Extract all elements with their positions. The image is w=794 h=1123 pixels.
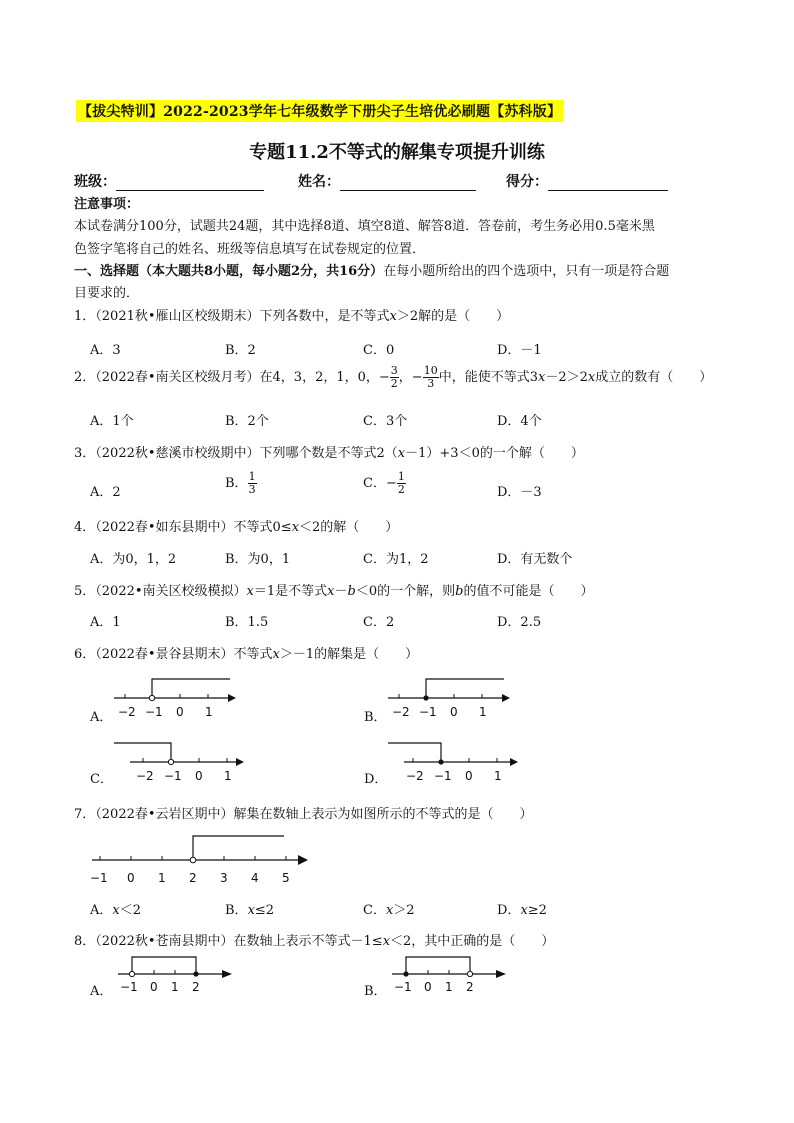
q7-option-c[interactable]: C．x＞2 [363,903,415,918]
q6-option-b[interactable]: B． [364,710,387,725]
question-5-stem: 5．（2022•南关区校级模拟）x＝1是不等式x－b＜0的一个解，则b的值不可能是（ ） [74,584,594,599]
q6-option-a[interactable]: A． [90,710,113,725]
q5-option-a[interactable]: A．1 [90,615,121,630]
svg-text:−1: −1 [164,769,182,783]
q2-option-b[interactable]: B．2个 [225,414,269,429]
q6-numberline-b [384,672,514,722]
svg-text:1: 1 [224,769,232,783]
notes-line-2: 色签字笔将自己的姓名、班级等信息填写在试卷规定的位置． [74,242,426,257]
q2-option-c[interactable]: C．3个 [363,414,408,429]
section-heading [74,260,669,279]
score-field [506,171,668,191]
svg-text:−2: −2 [392,705,410,719]
q8-option-a[interactable]: A． [90,984,113,999]
question-8-stem: 8．（2022秋•苍南县期中）在数轴上表示不等式－1≤x＜2，其中正确的是（ ） [74,934,555,949]
class-blank[interactable] [116,176,264,191]
header-banner: 【拔尖特训】2022-2023学年七年级数学下册尖子生培优必刷题【苏科版】 [76,100,563,122]
q5-option-d[interactable]: D．2.5 [497,615,542,630]
name-blank[interactable] [340,176,476,191]
q6-option-d[interactable]: D． [364,772,388,787]
q3-option-b[interactable]: B． $\frac{1}{3}$ [225,470,256,496]
q2-option-a[interactable]: A．1个 [90,414,134,429]
svg-text:1: 1 [205,705,213,719]
svg-text:1: 1 [494,769,502,783]
notes-heading: 注意事项： [74,197,140,212]
question-6-stem: 6．（2022春•景谷县期末）不等式x＞－1的解集是（ ） [74,647,419,662]
svg-text:2: 2 [189,871,197,885]
class-field [74,171,264,191]
q6-numberline-d [384,736,524,786]
q5-option-c[interactable]: C．2 [363,615,395,630]
class-label: 班级： [74,174,116,190]
section-bold: 一、选择题（本大题共8小题，每小题2分，共16分） [74,264,384,279]
notes-line-1: 本试卷满分100分，试题共24题，其中选择8道、填空8道、解答8道．答卷前，考生务必用0.5毫米黑 [74,219,655,234]
q7-option-d[interactable]: D．x≥2 [497,903,547,918]
q8-option-b[interactable]: B． [364,984,387,999]
q6-option-c[interactable]: C． [90,772,113,787]
q1-option-b[interactable]: B．2 [225,343,256,358]
svg-text:2: 2 [466,980,474,994]
svg-text:4: 4 [251,871,259,885]
q1-option-a[interactable]: A．3 [90,343,121,358]
question-4-stem: 4．（2022春•如东县期中）不等式0≤x＜2的解（ ） [74,520,399,535]
section-rest: 在每小题所给出的四个选项中，只有一项是符合题 [383,264,670,279]
svg-text:0: 0 [176,705,184,719]
svg-text:−1: −1 [394,980,412,994]
q3-option-c[interactable]: C．− $\frac{1}{2}$ [363,470,405,496]
q1-option-c[interactable]: C．0 [363,343,395,358]
svg-text:0: 0 [150,980,158,994]
svg-text:2: 2 [192,980,200,994]
page-title: 专题11.2不等式的解集专项提升训练 [249,142,545,163]
svg-text:−1: −1 [120,980,138,994]
svg-text:−1: −1 [434,769,452,783]
svg-text:0: 0 [424,980,432,994]
name-label: 姓名： [298,174,340,190]
q8-numberline-a [110,950,240,998]
q6-numberline-c [110,736,250,786]
svg-text:1: 1 [445,980,453,994]
svg-text:−2: −2 [406,769,424,783]
q4-option-b[interactable]: B．为0，1 [225,552,291,567]
svg-text:1: 1 [158,871,166,885]
svg-text:−1: −1 [145,705,163,719]
score-blank[interactable] [548,176,668,191]
q4-option-c[interactable]: C．为1，2 [363,552,429,567]
q1-option-d[interactable]: D．－1 [497,343,542,358]
q2-option-d[interactable]: D．4个 [497,414,542,429]
svg-text:5: 5 [282,871,290,885]
q2-fraction-2: $\frac{10}{3}$ [423,364,438,390]
name-field [298,171,476,191]
q2-fraction-1: $\frac{3}{2}$ [390,364,398,390]
svg-text:1: 1 [479,705,487,719]
svg-text:−1: −1 [90,871,108,885]
q3-option-a[interactable]: A．2 [90,485,121,500]
svg-text:0: 0 [195,769,203,783]
question-2-stem: 2．（2022春•南关区校级月考）在4，3，2，1，0，− $\frac{3}{2}$ ，− $\frac{10}{3}$ 中，能使不等式3x－2＞2x成立的数有（ ） [74,364,713,390]
question-3-stem: 3．（2022秋•慈溪市校级期中）下列哪个数是不等式2（x－1）+3＜0的一个解（ ） [74,446,584,461]
q3-option-d[interactable]: D．－3 [497,485,542,500]
question-1-stem: 1．（2021秋•雁山区校级期末）下列各数中，是不等式x＞2解的是（ ） [74,309,510,324]
q4-option-a[interactable]: A．为0，1，2 [90,552,177,567]
q8-numberline-b [384,950,514,998]
svg-text:−2: −2 [118,705,136,719]
svg-text:0: 0 [465,769,473,783]
section-line-2: 目要求的． [74,286,140,301]
q7-option-a[interactable]: A．x＜2 [90,903,142,918]
svg-text:3: 3 [220,871,228,885]
q4-option-d[interactable]: D．有无数个 [497,552,573,567]
q7-option-b[interactable]: B．x≤2 [225,903,275,918]
question-7-stem: 7．（2022春•云岩区期中）解集在数轴上表示为如图所示的不等式的是（ ） [74,807,533,822]
q6-numberline-a [110,672,240,722]
q5-option-b[interactable]: B．1.5 [225,615,269,630]
svg-text:1: 1 [171,980,179,994]
q7-numberline [88,830,314,886]
svg-text:0: 0 [450,705,458,719]
svg-text:0: 0 [127,871,135,885]
score-label: 得分： [506,174,548,190]
svg-text:−2: −2 [136,769,154,783]
svg-text:−1: −1 [419,705,437,719]
